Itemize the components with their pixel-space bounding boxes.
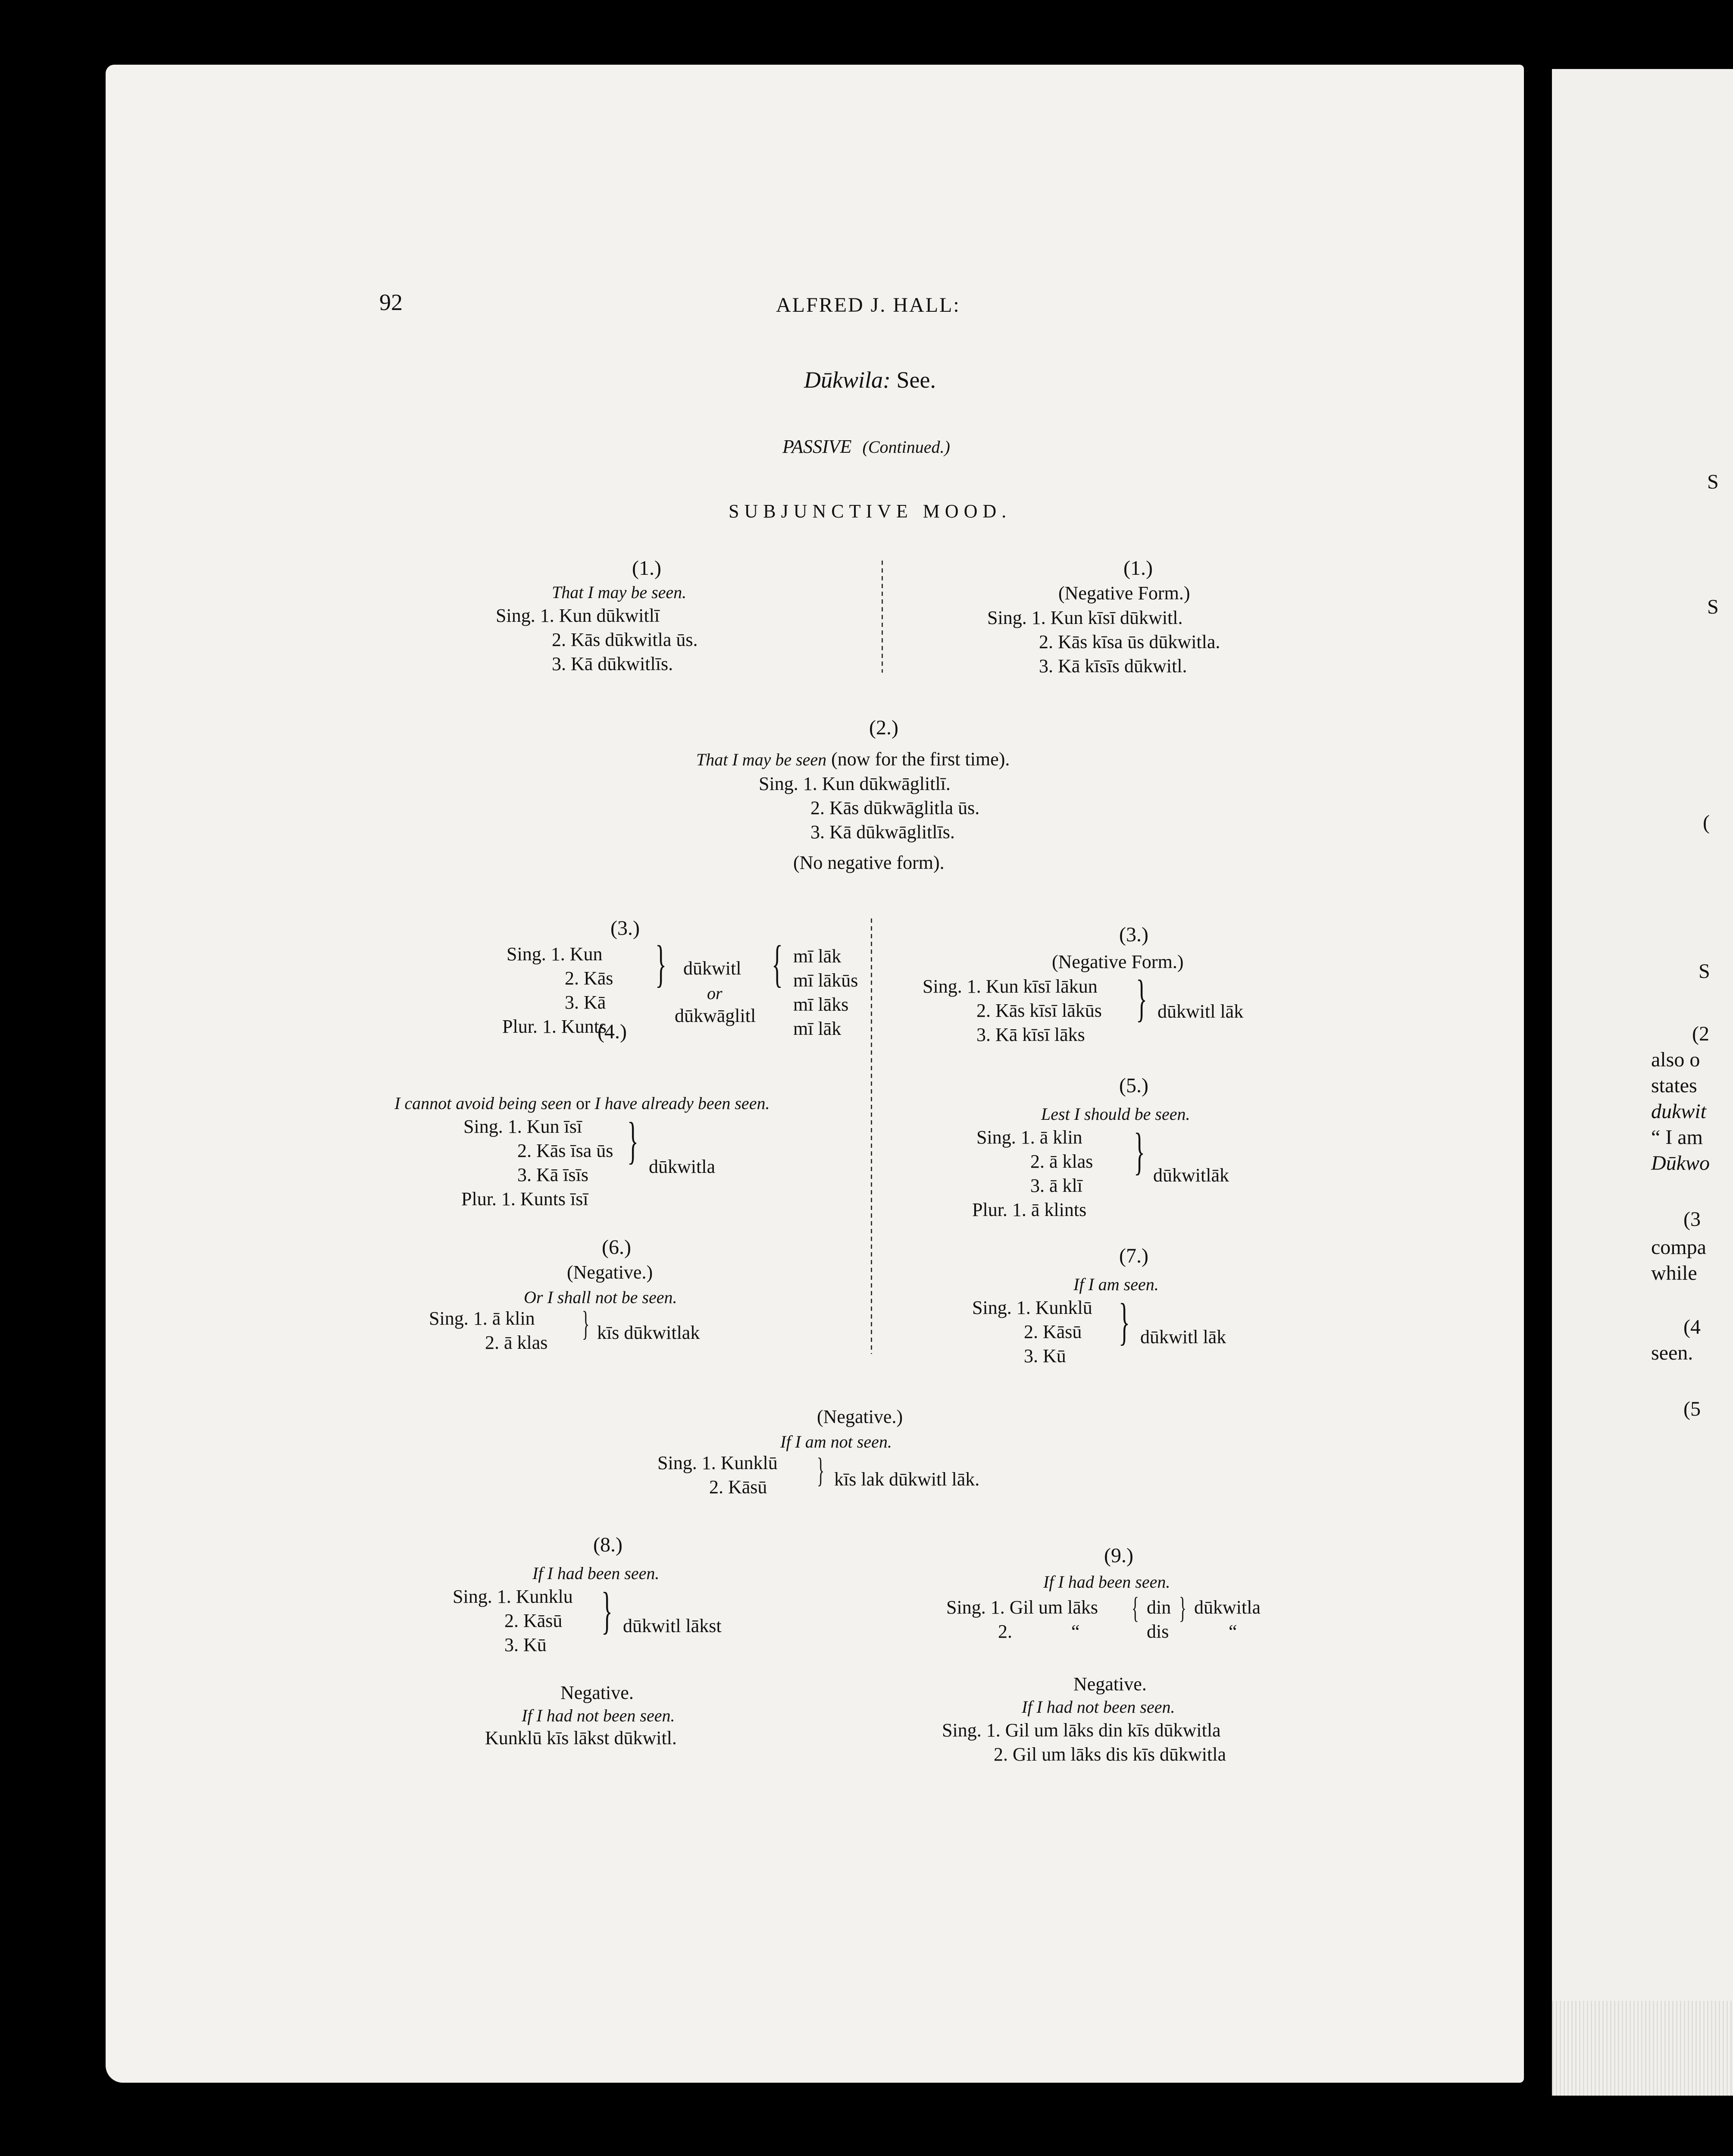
section-4-or: or: [576, 1094, 591, 1113]
section-3-or: or: [707, 984, 723, 1003]
section-7n-subtitle: If I am not seen.: [780, 1432, 892, 1451]
section-8-negative-line: Kunklū kīs lākst dūkwitl.: [485, 1727, 677, 1749]
section-1n-row: Sing. 1. Kun kīsī dūkwitl.: [987, 607, 1183, 628]
section-4-number: (4.): [597, 1020, 627, 1043]
section-2-title-rest: (now for the first time).: [831, 749, 1010, 770]
section-7n-verb: kīs lak dūkwitl lāk.: [834, 1469, 980, 1490]
section-7-person: Sing. 1. Kunklū: [972, 1297, 1092, 1318]
section-7-title: If I am seen.: [1073, 1275, 1159, 1294]
section-3n-title: (Negative Form.): [1052, 951, 1184, 972]
section-9-brace-right: }: [1179, 1592, 1186, 1625]
section-9-negative-title: Negative.: [1073, 1673, 1147, 1695]
section-8-brace: }: [601, 1582, 613, 1639]
next-page-fragment: (2: [1692, 1022, 1709, 1045]
next-page-fragment: (: [1703, 811, 1710, 834]
section-9-brace-left: {: [1132, 1592, 1139, 1625]
section-9-row1-a: Sing. 1. Gil um lāks: [946, 1597, 1098, 1618]
section-7n-title: (Negative.): [817, 1406, 903, 1427]
section-4-title: [394, 1093, 770, 1113]
section-7n-person: 2. Kāsū: [709, 1476, 767, 1498]
verb-title: [804, 367, 936, 393]
next-page-fragment: S: [1707, 470, 1719, 493]
section-9-row2-c: “: [1229, 1621, 1237, 1642]
section-2-note: (No negative form).: [793, 852, 945, 873]
section-2-title-italic: That I may be seen: [696, 750, 827, 769]
section-3-person: Sing. 1. Kun: [507, 943, 603, 965]
section-2-row: 2. Kās dūkwāglitla ūs.: [810, 797, 980, 818]
section-2-number: (2.): [869, 716, 898, 739]
section-5-person: 3. ā klī: [1030, 1175, 1082, 1196]
next-page-fragment: seen.: [1651, 1341, 1693, 1364]
section-4-brace: }: [627, 1112, 638, 1169]
section-7-number: (7.): [1119, 1244, 1148, 1267]
facing-page-edge: [1552, 69, 1733, 2096]
section-8-number: (8.): [593, 1533, 623, 1556]
section-7-brace: }: [1119, 1293, 1130, 1350]
section-9-negative-row: 2. Gil um lāks dis kīs dūkwitla: [994, 1744, 1226, 1765]
section-1-row: 3. Kā dūkwitlīs.: [552, 653, 673, 674]
section-5-person: Plur. 1. ā klints: [972, 1199, 1087, 1220]
voice-name: PASSIVE: [782, 436, 852, 457]
section-3-person: 2. Kās: [565, 968, 613, 989]
section-3-number: (3.): [610, 917, 640, 940]
next-page-fragment: states: [1651, 1074, 1697, 1097]
section-7-person: 3. Kū: [1024, 1345, 1066, 1366]
section-3-person: Plur. 1. Kunts: [502, 1016, 607, 1037]
next-page-fragment: (4: [1683, 1316, 1701, 1338]
section-6-number: (6.): [602, 1236, 631, 1259]
section-3n-brace: }: [1136, 969, 1147, 1027]
section-4-title-b: I have already been seen.: [594, 1094, 770, 1113]
section-4-person: 3. Kā īsīs: [517, 1164, 588, 1185]
section-1n-number: (1.): [1123, 557, 1153, 580]
next-page-fragment: (3: [1683, 1208, 1701, 1231]
section-9-row2-a: 2.: [998, 1621, 1012, 1642]
section-3n-person: 2. Kās kīsī lākūs: [976, 1000, 1102, 1021]
section-9-row2-b: dis: [1147, 1621, 1169, 1642]
section-5-verb: dūkwitlāk: [1153, 1165, 1229, 1186]
section-3-suffix: mī lāks: [793, 994, 849, 1015]
next-page-fragment: dukwit: [1651, 1100, 1706, 1123]
section-3-suffix: mī lāk: [793, 946, 841, 967]
section-3n-verb: dūkwitl lāk: [1157, 1001, 1244, 1022]
section-3-brace-right: }: [655, 935, 666, 992]
section-8-negative-title: Negative.: [560, 1682, 634, 1703]
section-1-row: 2. Kās dūkwitla ūs.: [552, 629, 698, 650]
page-number: 92: [379, 289, 403, 315]
section-9-row2-ditto: “: [1071, 1621, 1080, 1642]
next-page-fragment: also o: [1651, 1048, 1700, 1071]
voice-heading: [782, 436, 950, 458]
section-9-negative-row: Sing. 1. Gil um lāks din kīs dūkwitla: [942, 1720, 1221, 1741]
section-3-verb-b: dūkwāglitl: [675, 1005, 756, 1026]
section-6-title: (Negative.): [567, 1262, 653, 1283]
mood-heading: SUBJUNCTIVE MOOD.: [729, 501, 1012, 522]
section-3-suffix: mī lākūs: [793, 970, 858, 991]
section-3-person: 3. Kā: [565, 992, 606, 1013]
section-1n-row: 2. Kās kīsa ūs dūkwitla.: [1039, 631, 1220, 652]
next-page-fragment: S: [1699, 960, 1710, 983]
verb-word: Dūkwila:: [804, 367, 891, 393]
section-3-suffix: mī lāk: [793, 1018, 841, 1039]
section-4-title-a: I cannot avoid being seen: [394, 1094, 572, 1113]
voice-note: (Continued.): [862, 437, 950, 457]
section-1-row: Sing. 1. Kun dūkwitlī: [496, 605, 660, 626]
section-3-verb-a: dūkwitl: [683, 958, 741, 979]
section-3n-person: 3. Kā kīsī lāks: [976, 1024, 1085, 1045]
section-4-person: Plur. 1. Kunts īsī: [461, 1188, 588, 1210]
section-8-title: If I had been seen.: [532, 1564, 660, 1583]
section-6-subtitle: Or I shall not be seen.: [524, 1288, 677, 1307]
section-2-title: [696, 748, 1010, 770]
section-5-person: 2. ā klas: [1030, 1151, 1093, 1172]
next-page-fragment: while: [1651, 1262, 1697, 1285]
next-page-fragment: compa: [1651, 1236, 1706, 1259]
section-4-person: Sing. 1. Kun īsī: [463, 1116, 582, 1137]
section-5-number: (5.): [1119, 1074, 1148, 1097]
section-9-negative-subtitle: If I had not been seen.: [1022, 1697, 1175, 1717]
section-1n-title: (Negative Form.): [1058, 583, 1190, 604]
section-1-title: That I may be seen.: [552, 583, 687, 602]
section-6-verb: kīs dūkwitlak: [597, 1322, 700, 1343]
section-9-row1-c: dūkwitla: [1194, 1597, 1261, 1618]
section-7-verb: dūkwitl lāk: [1140, 1326, 1226, 1348]
next-page-fragment: Dūkwo: [1651, 1152, 1710, 1175]
section-8-person: Sing. 1. Kunklu: [453, 1586, 573, 1607]
section-7n-person: Sing. 1. Kunklū: [657, 1452, 778, 1473]
next-page-fragment: S: [1707, 595, 1719, 618]
section-6-person: Sing. 1. ā klin: [429, 1308, 535, 1329]
section-2-row: Sing. 1. Kun dūkwāglitlī.: [759, 773, 951, 794]
section-3n-number: (3.): [1119, 923, 1148, 946]
column-divider-top: [882, 561, 883, 673]
section-8-person: 3. Kū: [504, 1634, 547, 1655]
next-page-fragment: “ I am: [1651, 1126, 1703, 1149]
section-4-verb: dūkwitla: [649, 1156, 715, 1177]
section-4-person: 2. Kās īsa ūs: [517, 1140, 613, 1161]
section-8-verb: dūkwitl lākst: [623, 1615, 722, 1636]
running-head: ALFRED J. HALL:: [776, 294, 960, 317]
section-8-negative-subtitle: If I had not been seen.: [522, 1706, 675, 1725]
section-7-person: 2. Kāsū: [1024, 1321, 1082, 1342]
column-divider-middle: [871, 918, 872, 1354]
section-8-person: 2. Kāsū: [504, 1610, 563, 1631]
section-7n-brace: }: [817, 1451, 825, 1489]
next-page-fragment: (5: [1683, 1398, 1701, 1420]
section-1-number: (1.): [632, 557, 661, 580]
section-6-person: 2. ā klas: [485, 1332, 548, 1353]
section-9-number: (9.): [1104, 1544, 1133, 1567]
section-6-brace: }: [582, 1305, 590, 1343]
verb-gloss: See.: [896, 367, 936, 393]
section-3n-person: Sing. 1. Kun kīsī lākun: [923, 976, 1098, 997]
section-1n-row: 3. Kā kīsīs dūkwitl.: [1039, 655, 1187, 677]
section-2-row: 3. Kā dūkwāglitlīs.: [810, 821, 955, 843]
section-5-brace: }: [1134, 1122, 1145, 1180]
section-9-row1-b: din: [1147, 1597, 1171, 1618]
section-5-title: Lest I should be seen.: [1041, 1104, 1190, 1124]
section-5-person: Sing. 1. ā klin: [976, 1127, 1082, 1148]
section-9-title: If I had been seen.: [1043, 1572, 1170, 1592]
section-3-brace-left: {: [772, 935, 783, 992]
